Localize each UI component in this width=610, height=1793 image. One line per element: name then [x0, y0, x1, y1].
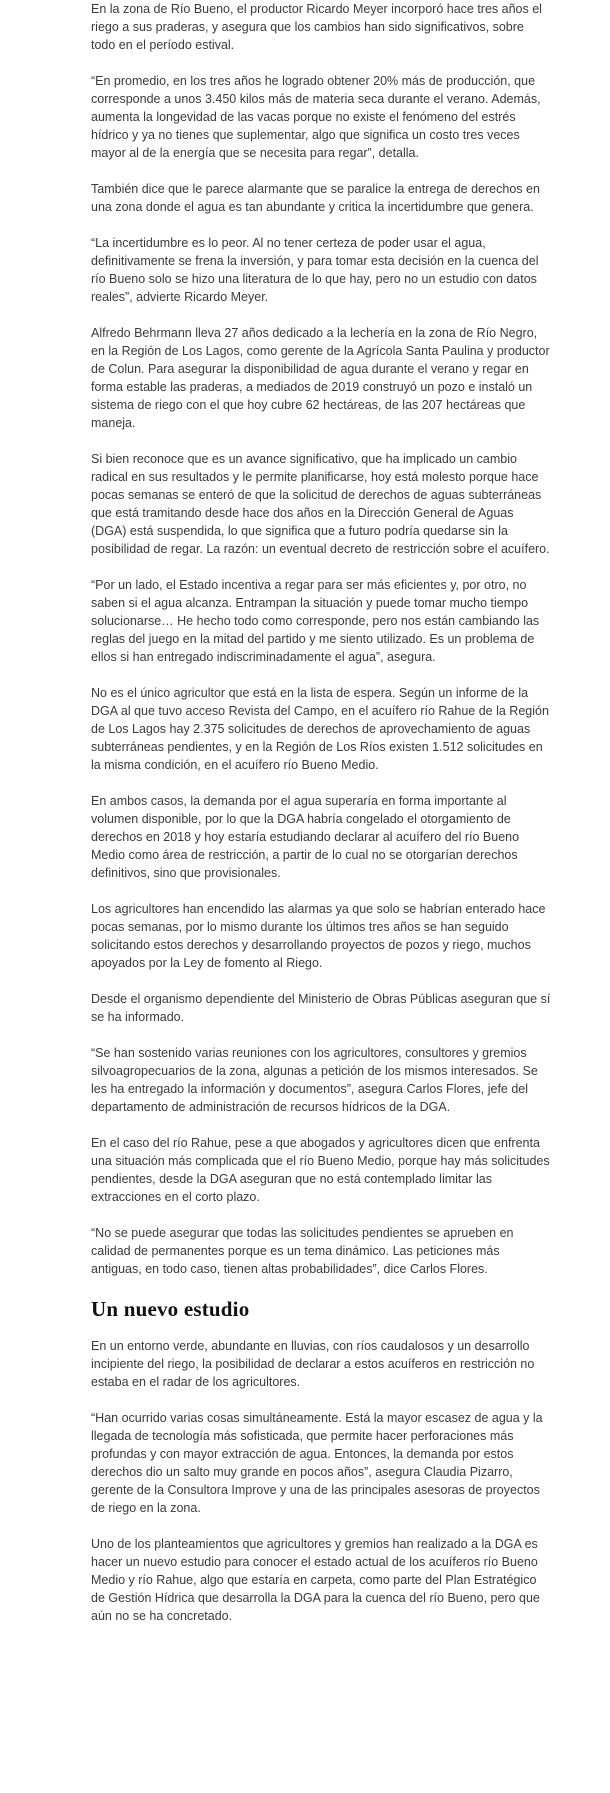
article-paragraph: “Por un lado, el Estado incentiva a regar para ser más eficientes y, por otro, no saben si el agua alcanza. Entrampan la situación y puede tomar mucho tiempo solucionarse… He hecho todo como corresponde, pero nos están cambiando las reglas del juego en la mitad del partido y me siento utilizado. Es un problema de ellos si han entregado indiscriminadamente el agua”, asegura. [91, 578, 540, 664]
article-paragraph: Desde el organismo dependiente del Ministerio de Obras Públicas aseguran que sí se ha informado. [91, 992, 551, 1024]
article-paragraph: “La incertidumbre es lo peor. Al no tener certeza de poder usar el agua, definitivamente se frena la inversión, y para tomar esta decisión en la cuenca del río Bueno solo se hizo una literatura de lo que hay, pero no un estudio con datos reales”, advierte Ricardo Meyer. [91, 236, 539, 304]
article-paragraph: En un entorno verde, abundante en lluvias, con ríos caudalosos y un desarrollo incipiente del riego, la posibilidad de declarar a estos acuíferos en restricción no estaba en el radar de los agricultores. [91, 1339, 535, 1389]
article-paragraph: Los agricultores han encendido las alarmas ya que solo se habrían enterado hace pocas semanas, por lo mismo durante los últimos tres años se han seguido solicitando estos derechos y desarrollando proyectos de pozos y riego, muchos apoyados por la Ley de fomento al Riego. [91, 902, 546, 970]
article-paragraph: No es el único agricultor que está en la lista de espera. Según un informe de la DGA al que tuvo acceso Revista del Campo, en el acuífero río Rahue de la Región de Los Lagos hay 2.375 solicitudes de derechos de aprovechamiento de aguas subterráneas pendientes, y en la Región de Los Ríos existen 1.512 solicitudes en la misma condición, en el acuífero río Bueno Medio. [91, 686, 549, 772]
section-heading: Un nuevo estudio [91, 1297, 250, 1321]
article-paragraph: En el caso del río Rahue, pese a que abogados y agricultores dicen que enfrenta una situación más complicada que el río Bueno Medio, porque hay más solicitudes pendientes, desde la DGA aseguran que no está contemplado limitar las extracciones en el corto plazo. [91, 1136, 550, 1204]
article-paragraph: “En promedio, en los tres años he logrado obtener 20% más de producción, que corresponde a unos 3.450 kilos más de materia seca durante el verano. Además, aumenta la longevidad de las vacas porque no existe el fenómeno del estrés hídrico y ya no tienes que suplementar, algo que significa un costo tres veces mayor al de la energía que se necesita para regar”, detalla. [91, 74, 541, 160]
article-paragraph: Alfredo Behrmann lleva 27 años dedicado a la lechería en la zona de Río Negro, en la Región de Los Lagos, como gerente de la Agrícola Santa Paulina y productor de Colun. Para asegurar la disponibilidad de agua durante el verano y regar en forma estable las praderas, a mediados de 2019 construyó un pozo e instaló un sistema de riego con el que hoy cubre 62 hectáreas, de las 207 hectáreas que maneja. [91, 326, 550, 430]
article-paragraph: Si bien reconoce que es un avance significativo, que ha implicado un cambio radical en sus resultados y le permite planificarse, hoy está molesto porque hace pocas semanas se enteró de que la solicitud de derechos de aguas subterráneas que está tramitando desde hace dos años en la Dirección General de Aguas (DGA) está suspendida, lo que significa que a futuro podría quedarse sin la posibilidad de regar. La razón: un eventual decreto de restricción sobre el acuífero. [91, 452, 550, 556]
article-paragraph: “Han ocurrido varias cosas simultáneamente. Está la mayor escasez de agua y la llegada de tecnología más sofisticada, que permite hacer perforaciones más profundas y con mayor extracción de agua. Entonces, la demanda por estos derechos dio un salto muy grande en pocos años”, asegura Claudia Pizarro, gerente de la Consultora Improve y una de las principales asesoras de proyectos de riego en la zona. [91, 1411, 543, 1515]
article-paragraph: En ambos casos, la demanda por el agua superaría en forma importante al volumen disponible, por lo que la DGA habría congelado el otorgamiento de derechos en 2018 y hoy estaría estudiando declarar al acuífero del río Bueno Medio como área de restricción, a partir de lo cual no se otorgarían derechos definitivos, sino que provisionales. [91, 794, 520, 880]
article-paragraph: “No se puede asegurar que todas las solicitudes pendientes se aprueben en calidad de permanentes porque es un tema dinámico. Las peticiones más antiguas, en todo caso, tienen altas probabilidades”, dice Carlos Flores. [91, 1226, 514, 1276]
article-body [91, 0, 551, 1643]
article-paragraph: En la zona de Río Bueno, el productor Ricardo Meyer incorporó hace tres años el riego a sus praderas, y asegura que los cambios han sido significativos, sobre todo en el período estival. [91, 2, 542, 52]
article-paragraph: “Se han sostenido varias reuniones con los agricultores, consultores y gremios silvoagropecuarios de la zona, algunas a petición de los mismos interesados. Se les ha entregado la información y documentos”, asegura Carlos Flores, jefe del departamento de administración de recursos hídricos de la DGA. [91, 1046, 538, 1114]
article-paragraph: Uno de los planteamientos que agricultores y gremios han realizado a la DGA es hacer un nuevo estudio para conocer el estado actual de los acuíferos río Bueno Medio y río Rahue, algo que estaría en carpeta, como parte del Plan Estratégico de Gestión Hídrica que desarrolla la DGA para la cuenca del río Bueno, pero que aún no se ha concretado. [91, 1537, 540, 1623]
article-paragraph: También dice que le parece alarmante que se paralice la entrega de derechos en una zona donde el agua es tan abundante y critica la incertidumbre que genera. [91, 182, 540, 214]
